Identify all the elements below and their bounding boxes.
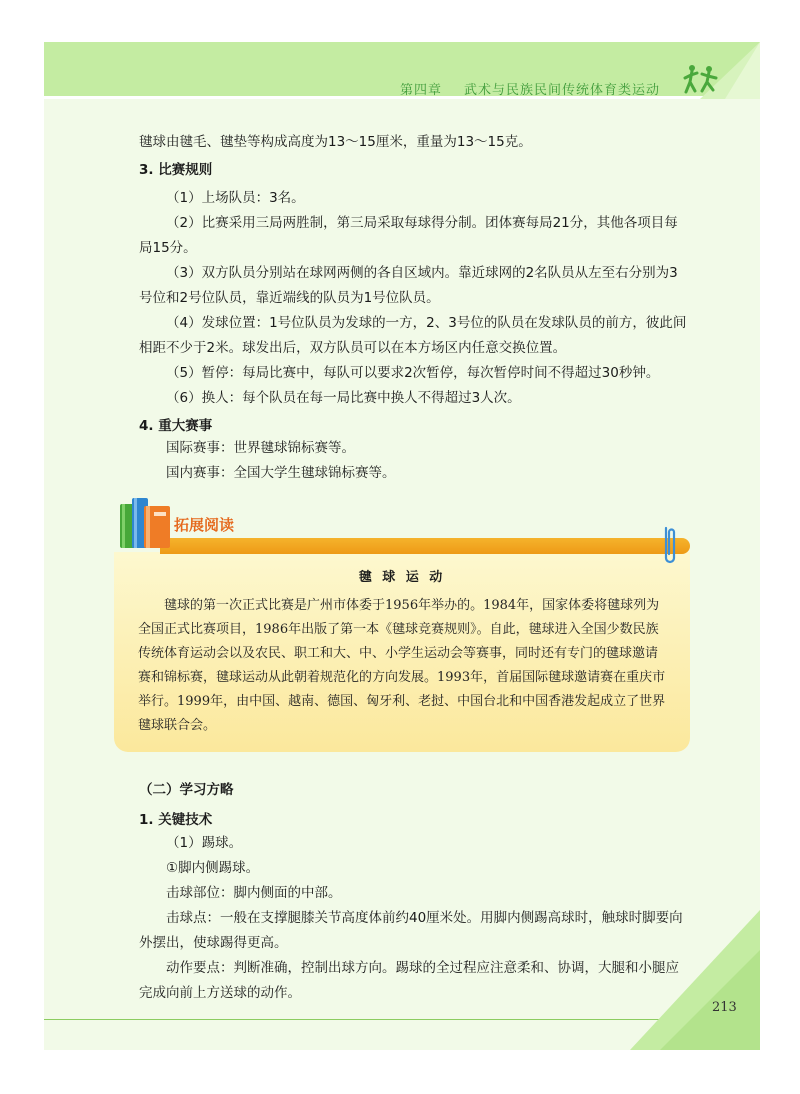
extended-reading-title: 毽 球 运 动	[358, 570, 446, 585]
section-4-heading: 4. 重大赛事	[139, 418, 213, 434]
chapter-title: 武术与民族民间传统体育类运动	[464, 83, 661, 98]
section-3-heading: 3. 比赛规则	[139, 162, 213, 178]
extended-reading-bar	[160, 538, 690, 554]
extended-reading-text: 毽球的第一次正式比赛是广州市体委于1956年举办的。1984年，国家体委将毽球列为全国正式比赛项目，1986年出版了第一本《毽球竞赛规则》。自此，毽球进入全国少数民族传统体育运动会以及农民、职工和大、中、小学生运动会等赛事，同时还有专门的毽球邀请赛和锦标赛，毽球运动从此朝着规范化的方向发展。1993年，首届国际毽球邀请赛在重庆市举行。1999年，由中国、越南、德国、匈牙利、老挝、中国台北和中国香港发起成立了世界毽球联合会。	[138, 598, 666, 733]
running-header	[400, 79, 660, 98]
chapter-number: 第四章	[400, 83, 443, 98]
rule-item: （2）比赛采用三局两胜制，第三局采取每球得分制。团体赛每局21分，其他各项目每局15分。	[139, 215, 678, 256]
contact-point: 击球点：一般在支撑腿膝关节高度体前约40厘米处。用脚内侧踢高球时，触球时脚要向外摆出，使球踢得更高。	[139, 910, 683, 951]
textbook-page	[44, 42, 760, 1050]
rule-item: （5）暂停：每局比赛中，每队可以要求2次暂停，每次暂停时间不得超过30秒钟。	[166, 365, 660, 381]
footer-corner-wedge	[630, 910, 760, 1050]
rule-item: （4）发球位置：1号位队员为发球的一方，2、3号位的队员在发球队员的前方，彼此间相距不少于2米。球发出后，双方队员可以在本方场区内任意交换位置。	[139, 315, 687, 356]
kick-item: （1）踢球。	[166, 835, 243, 851]
extended-reading-label: 拓展阅读	[174, 516, 235, 534]
part2-heading: （二）学习方略	[139, 782, 234, 798]
page-number: 213	[712, 1000, 737, 1015]
footer-rule	[44, 1019, 664, 1020]
rule-item: （6）换人：每个队员在每一局比赛中换人不得超过3人次。	[166, 390, 521, 406]
intro-paragraph: 毽球由毽毛、毽垫等构成高度为13～15厘米，重量为13～15克。	[139, 134, 532, 150]
international-events: 国际赛事：世界毽球锦标赛等。	[166, 440, 355, 456]
key-points: 动作要点：判断准确，控制出球方向。踢球的全过程应注意柔和、协调，大腿和小腿应完成向前上方送球的动作。	[139, 960, 679, 1001]
paperclip-icon	[662, 522, 678, 566]
books-icon	[118, 494, 174, 552]
contact-part: 击球部位：脚内侧面的中部。	[166, 885, 342, 901]
extended-reading-box	[114, 552, 690, 752]
domestic-events: 国内赛事：全国大学生毽球锦标赛等。	[166, 465, 396, 481]
athletes-icon	[682, 64, 722, 96]
inner-kick-item: ①脚内侧踢球。	[166, 860, 260, 876]
rule-item: （1）上场队员：3名。	[166, 190, 305, 206]
key-technique-heading: 1. 关键技术	[139, 812, 213, 828]
rule-item: （3）双方队员分别站在球网两侧的各自区域内。靠近球网的2名队员从左至右分别为3号位和2号位队员，靠近端线的队员为1号位队员。	[139, 265, 678, 306]
